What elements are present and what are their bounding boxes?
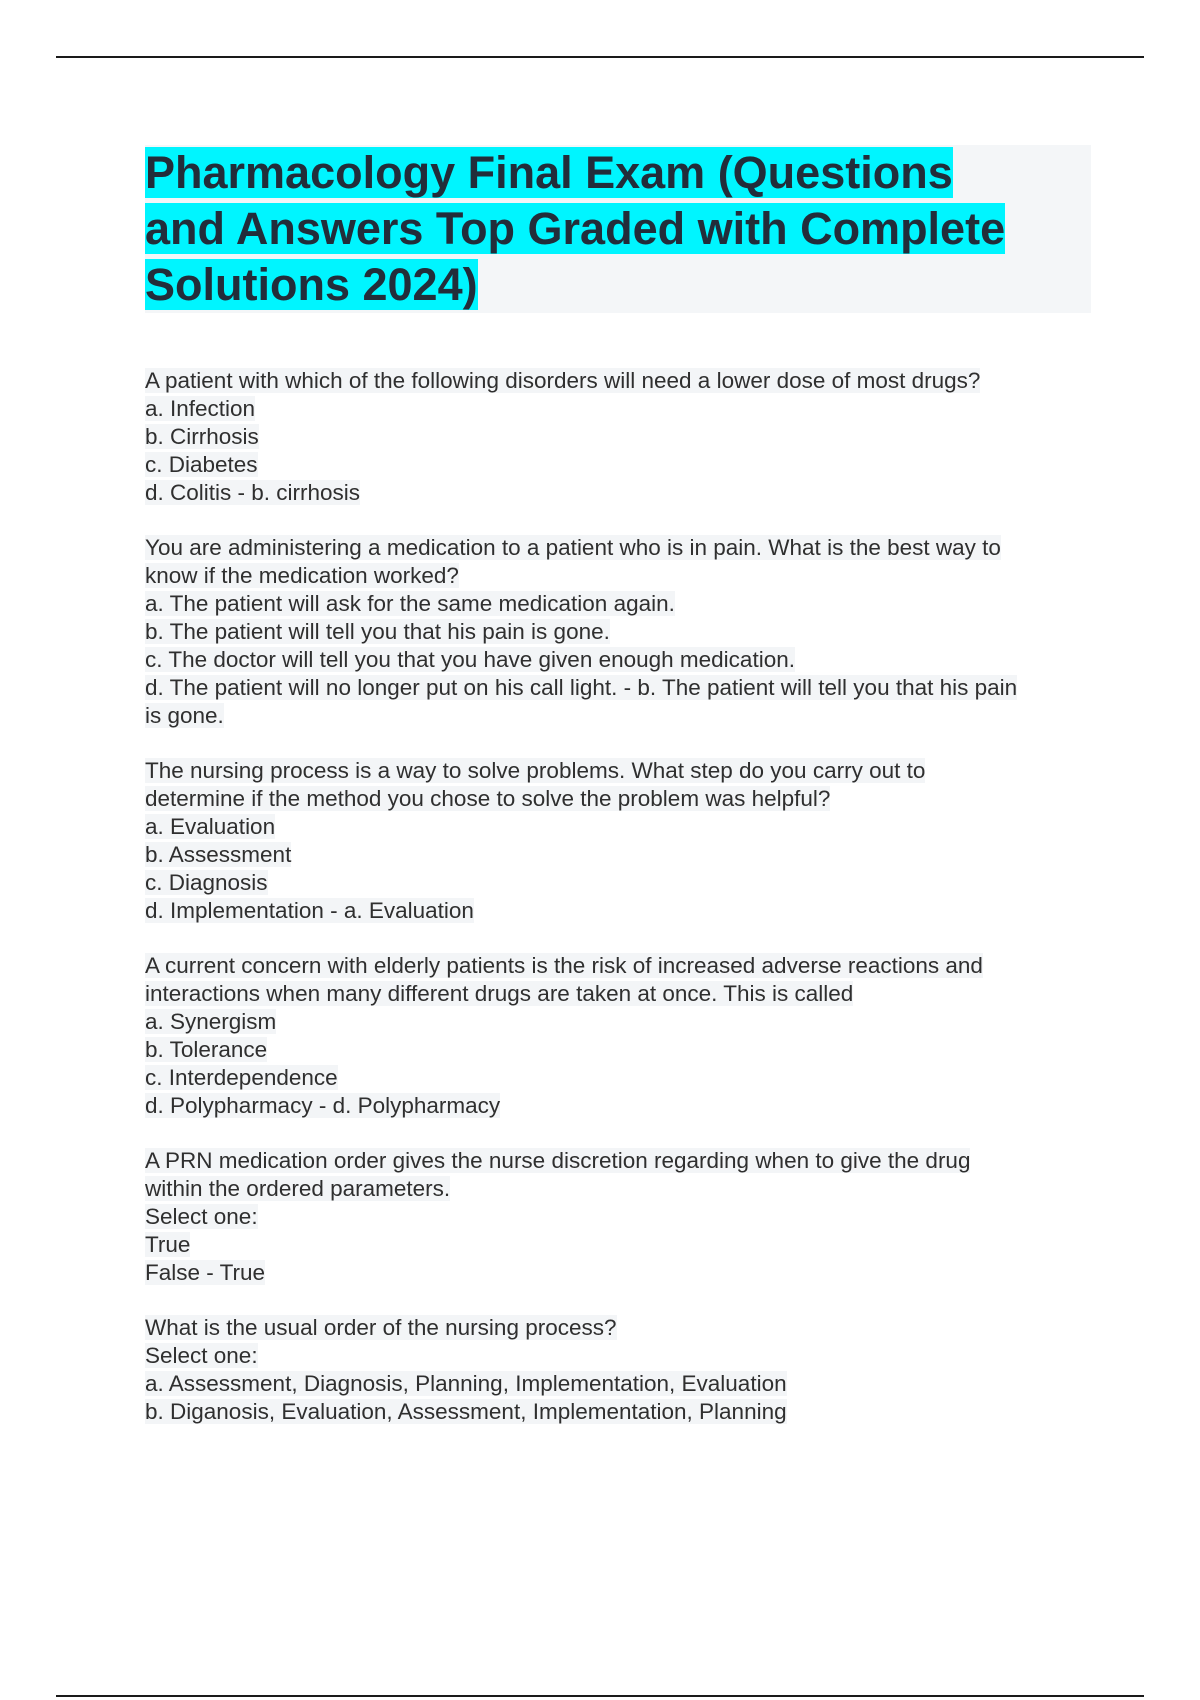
option-c: c. Interdependence (145, 1065, 338, 1090)
option-d-with-answer: d. Implementation - a. Evaluation (145, 898, 474, 923)
question-text: know if the medication worked? (145, 563, 459, 588)
title-line: and Answers Top Graded with Complete (145, 203, 1006, 254)
page-title (145, 145, 1091, 313)
option-c: c. Diabetes (145, 452, 258, 477)
question-5 (145, 1147, 1095, 1287)
question-2 (145, 534, 1095, 730)
answer-continuation: is gone. (145, 703, 224, 728)
question-text: The nursing process is a way to solve problems. What step do you carry out to (145, 758, 926, 783)
select-one-label: Select one: (145, 1343, 258, 1368)
option-b: b. Assessment (145, 842, 292, 867)
option-a: a. The patient will ask for the same medication again. (145, 591, 675, 616)
question-text: determine if the method you chose to solve the problem was helpful? (145, 786, 831, 811)
question-text: A PRN medication order gives the nurse discretion regarding when to give the drug (145, 1148, 971, 1173)
option-b: b. Tolerance (145, 1037, 268, 1062)
option-a: a. Infection (145, 396, 256, 421)
option-b: b. Diganosis, Evaluation, Assessment, Implementation, Planning (145, 1399, 787, 1424)
question-text: within the ordered parameters. (145, 1176, 451, 1201)
top-divider (56, 56, 1144, 58)
option-a: a. Synergism (145, 1009, 277, 1034)
question-1 (145, 367, 1095, 507)
option-d-with-answer: d. Colitis - b. cirrhosis (145, 480, 361, 505)
title-line: Pharmacology Final Exam (Questions (145, 147, 953, 198)
title-block (145, 145, 1091, 313)
select-one-label: Select one: (145, 1204, 258, 1229)
option-true: True (145, 1232, 191, 1257)
question-text: You are administering a medication to a patient who is in pain. What is the best way to (145, 535, 1001, 560)
option-d-with-answer: d. The patient will no longer put on his call light. - b. The patient will tell you that his pain (145, 675, 1018, 700)
option-false-with-answer: False - True (145, 1260, 266, 1285)
option-d-with-answer: d. Polypharmacy - d. Polypharmacy (145, 1093, 501, 1118)
question-6 (145, 1314, 1095, 1426)
bottom-divider (56, 1695, 1144, 1697)
question-text: interactions when many different drugs are taken at once. This is called (145, 981, 854, 1006)
question-text: A patient with which of the following disorders will need a lower dose of most drugs? (145, 368, 981, 393)
question-3 (145, 757, 1095, 925)
question-text: What is the usual order of the nursing process? (145, 1315, 617, 1340)
option-b: b. Cirrhosis (145, 424, 259, 449)
title-line: Solutions 2024) (145, 259, 478, 310)
question-4 (145, 952, 1095, 1120)
option-a: a. Evaluation (145, 814, 276, 839)
option-c: c. Diagnosis (145, 870, 268, 895)
questions-list (145, 367, 1095, 1453)
option-a: a. Assessment, Diagnosis, Planning, Implementation, Evaluation (145, 1371, 787, 1396)
question-text: A current concern with elderly patients is the risk of increased adverse reactions and (145, 953, 983, 978)
option-c: c. The doctor will tell you that you have given enough medication. (145, 647, 795, 672)
option-b: b. The patient will tell you that his pain is gone. (145, 619, 610, 644)
